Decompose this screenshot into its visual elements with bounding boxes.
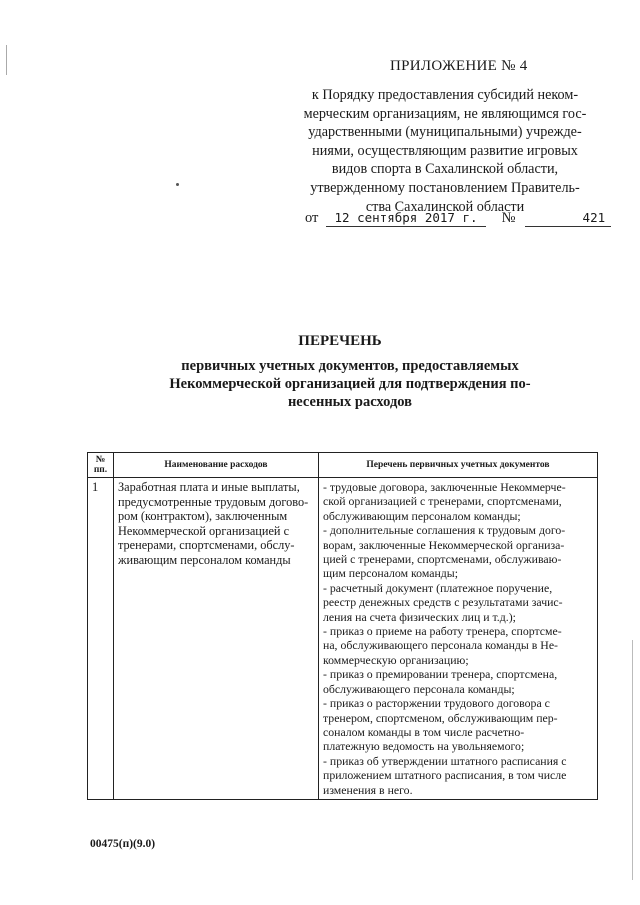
document-code: 00475(п)(9.0) — [90, 838, 156, 850]
docs-line: цией с тренерами, спортсменами, обслуживаю- — [323, 552, 562, 567]
docs-line: на, обслуживающего персонала команды в Не- — [323, 638, 558, 653]
appendix-title: ПРИЛОЖЕНИЕ № 4 — [390, 58, 528, 74]
expense-line: живающим персоналом команды — [118, 552, 291, 567]
appendix-line: видов спорта в Сахалинской области, — [331, 161, 559, 178]
docs-line: платежную ведомость на увольняемого; — [323, 739, 525, 754]
expense-line: предусмотренные трудовым догово- — [118, 494, 309, 509]
row-docs — [319, 478, 598, 800]
docs-line: - дополнительные соглашения к трудовым дого- — [323, 523, 566, 538]
docs-line: - расчетный документ (платежное поручение, — [323, 580, 553, 595]
appendix-text — [300, 86, 590, 216]
date-prefix: от — [305, 210, 319, 226]
row-expense — [114, 478, 319, 800]
scan-artifact — [176, 183, 179, 186]
scan-artifact — [632, 640, 633, 880]
docs-line: приложением штатного расписания, в том числе — [323, 768, 567, 783]
docs-line: ления на счета физических лиц и т.д.); — [323, 609, 516, 624]
docs-line: реестр денежных средств с результатами зачис- — [323, 595, 563, 610]
date-value: 12 сентября 2017 г. — [326, 210, 486, 227]
appendix-date-line — [305, 210, 606, 227]
docs-line: щим персоналом команды; — [323, 566, 458, 581]
appendix-line: утвержденному постановлением Правитель- — [310, 179, 580, 196]
header-docs: Перечень первичных учетных документов — [319, 453, 598, 478]
appendix-line: к Порядку предоставления субсидий неком- — [311, 87, 579, 103]
appendix-line: ниями, осуществляющим развитие игровых — [312, 142, 578, 159]
docs-line: - приказ об утверждении штатного расписания с — [323, 753, 567, 768]
documents-table — [87, 452, 598, 800]
expense-line: ром (контрактом), заключенным — [118, 509, 288, 524]
table-header-row — [88, 453, 598, 478]
docs-line: обслуживающим персоналом команды; — [323, 508, 521, 523]
docs-line: изменения в него. — [323, 782, 413, 797]
docs-line: коммерческую организацию; — [323, 652, 469, 667]
docs-line: обслуживающего персонала команды; — [323, 681, 515, 696]
docs-line: ворам, заключенные Некоммерческой организа- — [323, 537, 565, 552]
docs-line: - трудовые договора, заключенные Некоммерче- — [323, 480, 566, 494]
scan-artifact — [6, 45, 7, 75]
row-num: 1 — [88, 478, 114, 800]
appendix-line: мерческим организациям, не являющимся гос- — [303, 105, 587, 122]
docs-line: ской организацией с тренерами, спортсменами, — [323, 494, 562, 509]
docs-line: - приказ о премировании тренера, спортсмена, — [323, 667, 558, 682]
appendix-line: ства Сахалинской области — [365, 198, 525, 215]
header-expense: Наименование расходов — [114, 453, 319, 478]
docs-line: тренером, спортсменом, обслуживающим пер- — [323, 710, 558, 725]
expense-line: Заработная плата и иные выплаты, — [118, 480, 300, 494]
docs-line: - приказ о расторжении трудового договора с — [323, 696, 550, 711]
appendix-block — [300, 58, 590, 216]
table-row — [88, 478, 598, 800]
document-subtitle — [140, 357, 560, 411]
number-prefix: № — [501, 210, 516, 226]
subtitle-line: несенных расходов — [287, 394, 413, 410]
subtitle-line: Некоммерческой организацией для подтверждения по- — [169, 376, 531, 392]
expense-line: Некоммерческой организацией с — [118, 523, 290, 538]
docs-line: - приказ о приеме на работу тренера, спортсме- — [323, 624, 562, 639]
appendix-line: ударственными (муниципальными) учрежде- — [308, 124, 582, 141]
docs-line: соналом команды в том числе расчетно- — [323, 724, 525, 739]
number-value: 421 — [525, 210, 611, 227]
header-num: № пп. — [88, 453, 114, 478]
document-title: ПЕРЕЧЕНЬ — [298, 333, 382, 349]
subtitle-line: первичных учетных документов, предоставляемых — [181, 358, 519, 374]
expense-line: тренерами, спортсменами, обслу- — [118, 538, 295, 553]
